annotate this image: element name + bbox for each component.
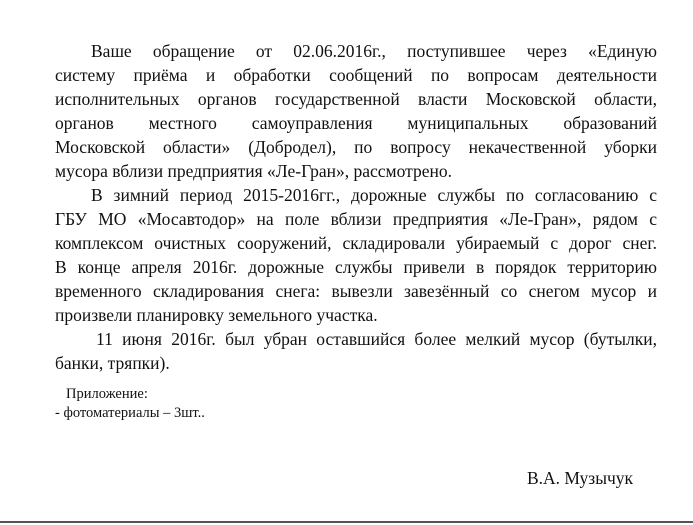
attachment-title: Приложение:: [66, 386, 148, 402]
paragraph-1-line-1: Ваше обращение от 02.06.2016г., поступившее через «Единую: [91, 41, 657, 61]
paragraph-1-line-4: органов местного самоуправления муниципальных образований: [55, 113, 657, 133]
paragraph-3-line-1: 11 июня 2016г. был убран оставшийся более мелкий мусор (бутылки,: [96, 329, 657, 349]
paragraph-1-line-6: мусора вблизи предприятия «Ле-Гран», рассмотрено.: [55, 161, 453, 181]
paragraph-2-line-2: ГБУ МО «Мосавтодор» на поле вблизи предприятия «Ле-Гран», рядом с: [55, 209, 657, 229]
paragraph-1-line-5: Московской области» (Добродел), по вопросу некачественной уборки: [55, 137, 657, 157]
attachment-block: [55, 385, 205, 423]
paragraph-2-line-5: временного складирования снега: вывезли завезённый со снегом мусор и: [55, 281, 657, 301]
letter-body: [55, 39, 657, 375]
paragraph-1-line-3: исполнительных органов государственной власти Московской области,: [55, 89, 657, 109]
signature: В.А. Музычук: [527, 468, 634, 488]
paragraph-3-line-2: банки, тряпки).: [55, 353, 170, 373]
paragraph-2-line-3: комплексом очистных сооружений, складировали убираемый с дорог снег.: [55, 233, 657, 253]
paragraph-2-line-6: произвели планировку земельного участка.: [55, 305, 378, 325]
paragraph-2-line-4: В конце апреля 2016г. дорожные службы привели в порядок территорию: [55, 257, 657, 277]
paragraph-2-line-1: В зимний период 2015-2016гг., дорожные службы по согласованию с: [91, 185, 657, 205]
bottom-divider: [0, 521, 693, 523]
attachment-item: - фотоматериалы – 3шт..: [55, 405, 205, 421]
paragraph-1-line-2: систему приёма и обработки сообщений по вопросам деятельности: [55, 65, 657, 85]
